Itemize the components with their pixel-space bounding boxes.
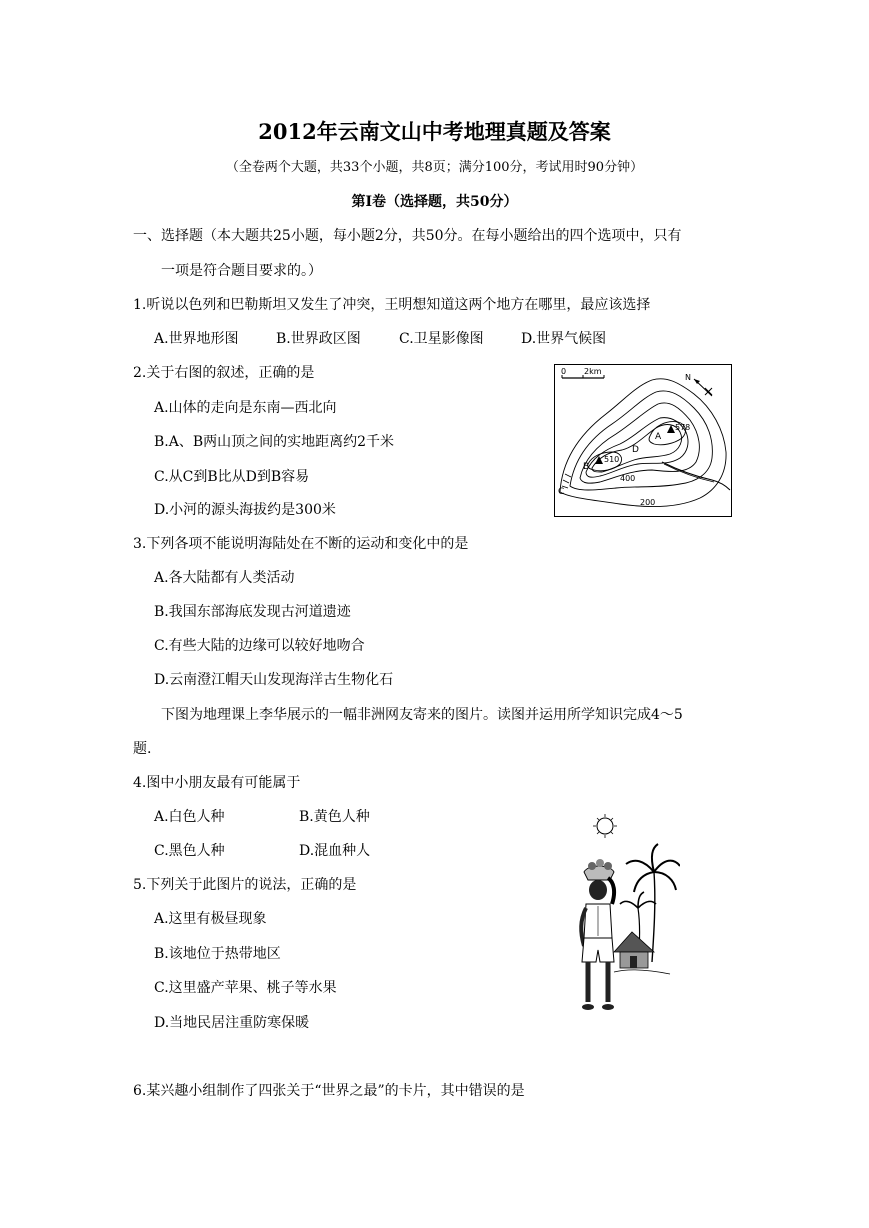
q2-option-c: C.从C到B比从D到B容易	[154, 469, 310, 485]
north-label: N	[685, 373, 691, 382]
scale-zero-label: 0	[561, 367, 567, 376]
part-heading-line1: 一、选择题（本大题共25小题，每小题2分，共50分。在每小题给出的四个选项中，只有	[133, 228, 682, 244]
contour-label-200: 200	[640, 498, 656, 507]
peak-b-label: B	[583, 462, 590, 472]
q4-stem: 4.图中小朋友最有可能属于	[133, 775, 301, 791]
q1-option-d: D.世界气候图	[521, 331, 607, 347]
africa-child-illustration	[570, 812, 680, 1022]
q3-option-d: D.云南澄江帽天山发现海洋古生物化石	[154, 672, 394, 688]
hut-icon	[614, 932, 670, 974]
intro-q4-5-line2: 题.	[133, 741, 152, 757]
intro-q4-5-line1: 下图为地理课上李华展示的一幅非洲网友寄来的图片。读图并运用所学知识完成4～5	[161, 707, 683, 723]
section-heading: 第Ⅰ卷（选择题，共50分）	[351, 194, 518, 210]
peak-b-elevation: 510	[604, 455, 620, 464]
contour-map	[554, 364, 732, 517]
q5-option-a: A.这里有极昼现象	[154, 911, 267, 927]
q3-option-c: C.有些大陆的边缘可以较好地吻合	[154, 638, 365, 654]
q4-option-c: C.黑色人种	[154, 843, 225, 859]
q2-stem: 2.关于右图的叙述，正确的是	[133, 365, 315, 381]
point-c-label: C	[558, 487, 565, 497]
scale-distance-label: 2km	[584, 367, 602, 376]
q4-option-b: B.黄色人种	[299, 809, 370, 825]
q4-option-d: D.混血种人	[299, 843, 371, 859]
q2-option-b: B.A、B两山顶之间的实地距离约2千米	[154, 434, 395, 450]
q3-option-a: A.各大陆都有人类活动	[154, 570, 295, 586]
q3-option-b: B.我国东部海底发现古河道遗迹	[154, 604, 351, 620]
q5-stem: 5.下列关于此图片的说法，正确的是	[133, 877, 357, 893]
sun-icon	[593, 814, 617, 838]
q1-option-c: C.卫星影像图	[399, 331, 484, 347]
q3-stem: 3.下列各项不能说明海陆处在不断的运动和变化中的是	[133, 536, 469, 552]
point-d-label: D	[632, 445, 639, 455]
q1-stem: 1.听说以色列和巴勒斯坦又发生了冲突，王明想知道这两个地方在哪里，最应该选择	[133, 297, 651, 313]
part-heading-line2: 一项是符合题目要求的。）	[161, 263, 322, 279]
q5-option-c: C.这里盛产苹果、桃子等水果	[154, 980, 337, 996]
contour-label-400: 400	[620, 474, 636, 483]
q4-option-a: A.白色人种	[154, 809, 225, 825]
q2-option-d: D.小河的源头海拔约是300米	[154, 502, 336, 518]
child-figure	[581, 859, 614, 1010]
q5-option-b: B.该地位于热带地区	[154, 946, 281, 962]
exam-info: （全卷两个大题，共33个小题，共8页；满分100分，考试用时90分钟）	[225, 160, 644, 175]
q5-option-d: D.当地民居注重防寒保暖	[154, 1015, 310, 1031]
q6-stem: 6.某兴趣小组制作了四张关于“世界之最”的卡片，其中错误的是	[133, 1083, 525, 1099]
peak-a-label: A	[655, 432, 662, 442]
peak-a-elevation: 578	[675, 423, 691, 432]
q2-option-a: A.山体的走向是东南—西北向	[154, 400, 337, 416]
q1-option-b: B.世界政区图	[276, 331, 361, 347]
page-title: 2012年云南文山中考地理真题及答案	[258, 119, 611, 144]
q1-option-a: A.世界地形图	[154, 331, 239, 347]
